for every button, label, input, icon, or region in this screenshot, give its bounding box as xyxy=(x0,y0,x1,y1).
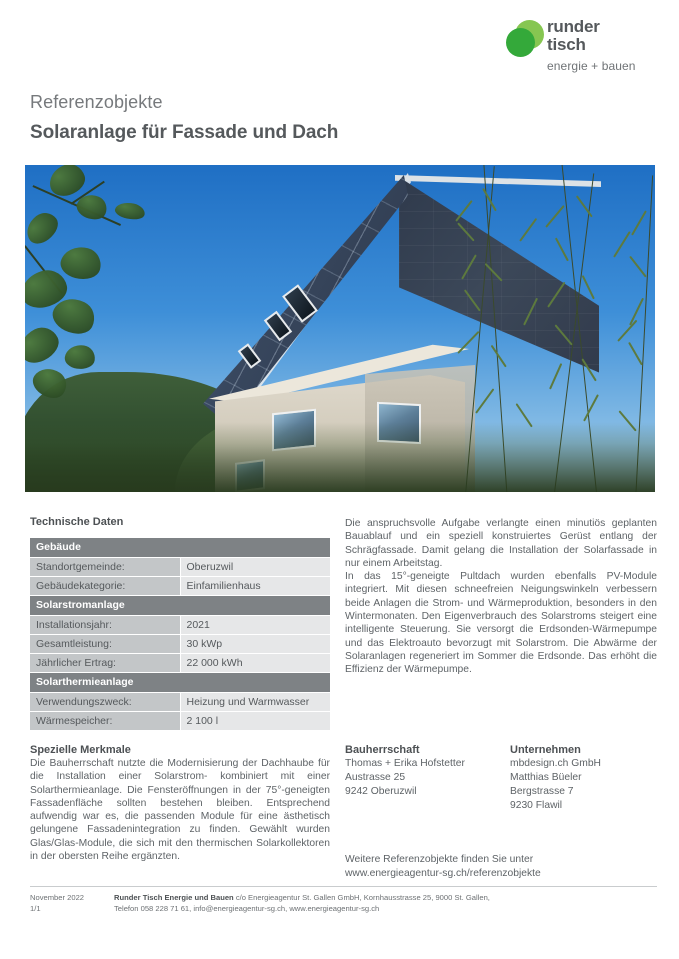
row-value: 22 000 kWh xyxy=(180,654,330,673)
row-value: 30 kWp xyxy=(180,635,330,654)
footer-contact: Telefon 058 228 71 61, info@energieagentur-sg.ch, www.energieagentur-sg.ch xyxy=(114,903,380,913)
table-row xyxy=(30,654,330,673)
page-title: Solaranlage für Fassade und Dach xyxy=(30,122,339,143)
project-photo xyxy=(25,165,655,492)
page-kicker: Referenzobjekte xyxy=(30,92,163,112)
footer-divider xyxy=(30,886,657,887)
row-key: Standortgemeinde: xyxy=(30,558,180,577)
row-value: Oberuzwil xyxy=(180,558,330,577)
company-title: Unternehmen xyxy=(510,744,581,756)
table-row xyxy=(30,577,330,596)
group-label: Solarstromanlage xyxy=(30,596,330,616)
logo-circle-green xyxy=(506,28,535,57)
technical-data-title: Technische Daten xyxy=(30,516,124,528)
logo-line-one: runder xyxy=(547,17,600,36)
table-row xyxy=(30,712,330,731)
row-key: Gesamtleistung: xyxy=(30,635,180,654)
group-label: Solarthermieanlage xyxy=(30,673,330,693)
footer-org-address: c/o Energieagentur St. Gallen GmbH, Kornhausstrasse 25, 9000 St. Gallen, xyxy=(233,893,490,902)
footer-date: November 2022 xyxy=(30,893,85,902)
address-line: Bergstrasse 7 xyxy=(510,786,574,797)
address-line: Austrasse 25 xyxy=(345,772,406,783)
company-address xyxy=(510,757,670,813)
group-label: Gebäude xyxy=(30,538,330,558)
address-line: 9242 Oberuzwil xyxy=(345,786,417,797)
runder-tisch-logo xyxy=(505,18,665,80)
address-line: Thomas + Erika Hofstetter xyxy=(345,758,465,769)
client-title: Bauherrschaft xyxy=(345,744,420,756)
special-features-title: Spezielle Merkmale xyxy=(30,744,131,756)
paragraph-one: Die anspruchsvolle Aufgabe verlangte einen minutiös geplanten Bauablauf und ein speziell konstruiertes Gerüst entlang der Schrägfassade. Damit gelang die Installation der Solarfassade in nur einem Arbeitstag. xyxy=(345,518,657,569)
footer-page-number: 1/1 xyxy=(30,903,41,913)
paragraph-two: In das 15°-geneigte Pultdach wurden ebenfalls PV-Module integriert. Mit diesen schneefreien Neigungswinkeln verbessern beide Anlagen die Strom- und Wärmeproduktion, besonders in den Wintermonaten. Den Eigenverbrauch des Solarstroms steigert eine intelligente Steuerung. Sie versorgt die Erdsonden-Wärmepumpe und das Elektroauto bevorzugt mit Solarstrom. Die Abwärme der Solaranlagen regeneriert im Sommer die Erdsonde. Das erhöht die Effizienz der Wärmepumpe. xyxy=(345,571,657,676)
row-key: Wärmespeicher: xyxy=(30,712,180,731)
more-references-link[interactable]: www.energieagentur-sg.ch/referenzobjekte xyxy=(345,868,541,879)
more-references-label: Weitere Referenzobjekte finden Sie unter xyxy=(345,854,534,865)
main-description xyxy=(345,517,657,677)
address-line: mbdesign.ch GmbH xyxy=(510,758,601,769)
technical-data-table xyxy=(30,538,330,731)
row-key: Verwendungszweck: xyxy=(30,693,180,712)
table-group-header xyxy=(30,673,330,693)
row-key: Installationsjahr: xyxy=(30,616,180,635)
photo-foreground-vegetation xyxy=(25,422,655,492)
special-features-text: Die Bauherrschaft nutzte die Modernisierung der Dachhaube für die Installation einer Solarstrom- kombiniert mit einer Solarthermieanlage. Die Fensteröffnungen in der 75°-geneigten Fassadenfläche sollten bestehen bleiben. Entsprechend aufwendig war es, die passenden Module für eine ästhetisch gelungene Fassadenintegration zu finden. Gewählt wurden Glas/Glas-Module, die sich mit den thermischen Solarkollektoren in der obersten Reihe ergänzten. xyxy=(30,758,330,863)
row-key: Gebäudekategorie: xyxy=(30,577,180,596)
table-row xyxy=(30,616,330,635)
table-group-header xyxy=(30,596,330,616)
address-line: Matthias Büeler xyxy=(510,772,582,783)
photo-foliage-left xyxy=(25,165,149,389)
row-value: 2021 xyxy=(180,616,330,635)
row-value: 2 100 l xyxy=(180,712,330,731)
row-value: Einfamilienhaus xyxy=(180,577,330,596)
row-value: Heizung und Warmwasser xyxy=(180,693,330,712)
logo-line-two: tisch xyxy=(547,35,586,54)
table-group-header xyxy=(30,538,330,558)
more-references xyxy=(345,853,657,881)
address-line: 9230 Flawil xyxy=(510,800,563,811)
table-row xyxy=(30,558,330,577)
footer-org-line xyxy=(114,893,654,904)
logo-circles-icon xyxy=(505,20,545,60)
table-row xyxy=(30,693,330,712)
client-address xyxy=(345,757,505,799)
table-row xyxy=(30,635,330,654)
footer-date-block xyxy=(30,893,108,914)
footer-org-name: Runder Tisch Energie und Bauen xyxy=(114,893,234,902)
logo-tagline: energie + bauen xyxy=(547,59,636,73)
row-key: Jährlicher Ertrag: xyxy=(30,654,180,673)
logo-wordmark xyxy=(547,18,667,73)
footer-org-block xyxy=(114,893,654,914)
table-body xyxy=(30,538,330,731)
